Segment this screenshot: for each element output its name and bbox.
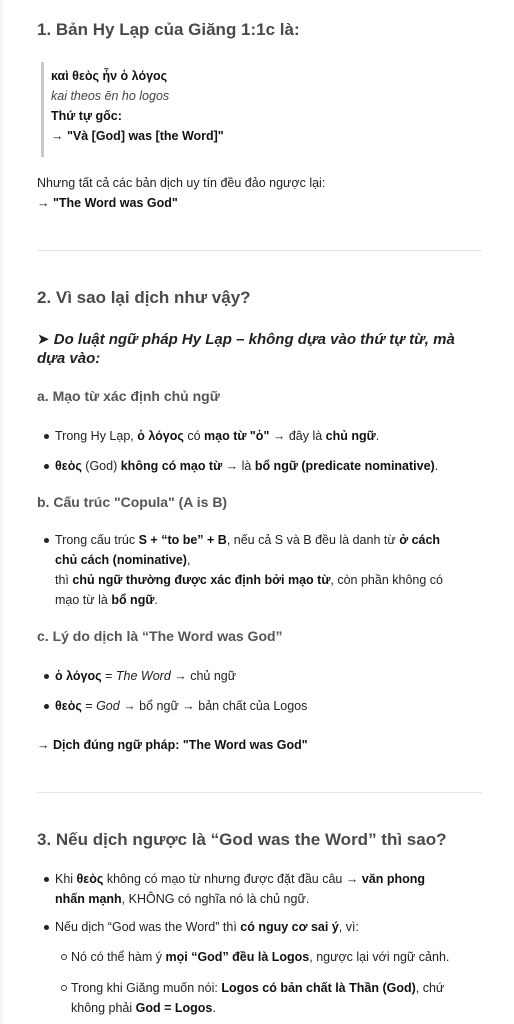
bullet-dot — [44, 925, 49, 930]
s2-b-line-4: mạo từ là bổ ngữ. — [55, 593, 158, 607]
blockquote-bar — [41, 62, 44, 157]
s2-b-line-3: thì chủ ngữ thường được xác định bởi mạo từ, còn phần không có — [55, 573, 443, 587]
section-2-title: 2. Vì sao lại dịch như vậy? — [37, 288, 251, 307]
section-1-title: 1. Bản Hy Lạp của Giăng 1:1c là: — [37, 20, 300, 39]
s2-conclusion: → Dịch đúng ngữ pháp: "The Word was God" — [37, 738, 308, 752]
sub-bullet-circle — [61, 954, 67, 960]
bullet-dot — [44, 538, 49, 543]
s2-c-bullet-2: θεὸς = God → bổ ngữ → bản chất của Logos — [55, 699, 308, 713]
s2-a-bullet-1: Trong Hy Lạp, ὁ λόγος có mạo từ "ὁ" → đây là chủ ngữ. — [55, 429, 380, 443]
divider-2 — [37, 792, 482, 793]
quote-greek: καὶ θεὸς ἦν ὁ λόγος — [51, 69, 168, 83]
s2-b-line-1: Trong cấu trúc S + “to be” + B, nếu cả S và B đều là danh từ ở cách — [55, 533, 441, 547]
quote-transliteration: kai theos ēn ho logos — [51, 89, 170, 103]
s3-bullet-2: Nếu dịch “God was the Word” thì có nguy cơ sai ý, vì: — [55, 920, 359, 934]
bullet-dot — [44, 434, 49, 439]
s3-bullet-1-line-2: nhấn mạnh, KHÔNG có nghĩa nó là chủ ngữ. — [55, 892, 310, 906]
s2-a-bullet-2: θεὸς (God) không có mạo từ → là bổ ngữ (predicate nominative). — [55, 459, 439, 473]
sub-bullet-circle — [61, 985, 67, 991]
section-3-title: 3. Nếu dịch ngược là “God was the Word” thì sao? — [37, 830, 447, 849]
bullet-dot — [44, 464, 49, 469]
quote-order-label: Thứ tự gốc: — [51, 109, 122, 123]
s2-c-title: c. Lý do dịch là “The Word was God” — [37, 628, 283, 644]
divider-1 — [37, 250, 482, 251]
s2-b-title: b. Cấu trúc "Copula" (A is B) — [37, 494, 228, 510]
s2-lede-line-2: dựa vào: — [37, 350, 101, 367]
s1-paragraph-2: → "The Word was God" — [37, 196, 178, 210]
left-edge — [0, 0, 3, 1024]
bullet-dot — [44, 674, 49, 679]
s3-sub-bullet-1: Nó có thể hàm ý mọi “God” đều là Logos, ngược lại với ngữ cảnh. — [71, 950, 450, 964]
s2-c-bullet-1: ὁ λόγος = The Word → chủ ngữ — [55, 669, 237, 683]
s3-bullet-1-line-1: Khi θεὸς không có mạo từ nhưng được đặt đầu câu → văn phong — [55, 872, 426, 886]
s3-sub-bullet-2-line-2: không phải God = Logos. — [71, 1001, 216, 1015]
quote-order-text: → "Và [God] was [the Word]" — [51, 129, 224, 143]
s3-sub-bullet-2-line-1: Trong khi Giăng muốn nói: Logos có bản chất là Thần (God), chứ — [71, 981, 445, 995]
s2-b-line-2: chủ cách (nominative), — [55, 553, 191, 567]
bullet-dot — [44, 704, 49, 709]
bullet-dot — [44, 877, 49, 882]
s2-a-title: a. Mạo từ xác định chủ ngữ — [37, 388, 220, 404]
s1-paragraph-1: Nhưng tất cả các bản dịch uy tín đều đảo ngược lại: — [37, 176, 326, 190]
s2-lede-line-1: ➤ Do luật ngữ pháp Hy Lạp – không dựa vào thứ tự từ, mà — [37, 331, 455, 348]
